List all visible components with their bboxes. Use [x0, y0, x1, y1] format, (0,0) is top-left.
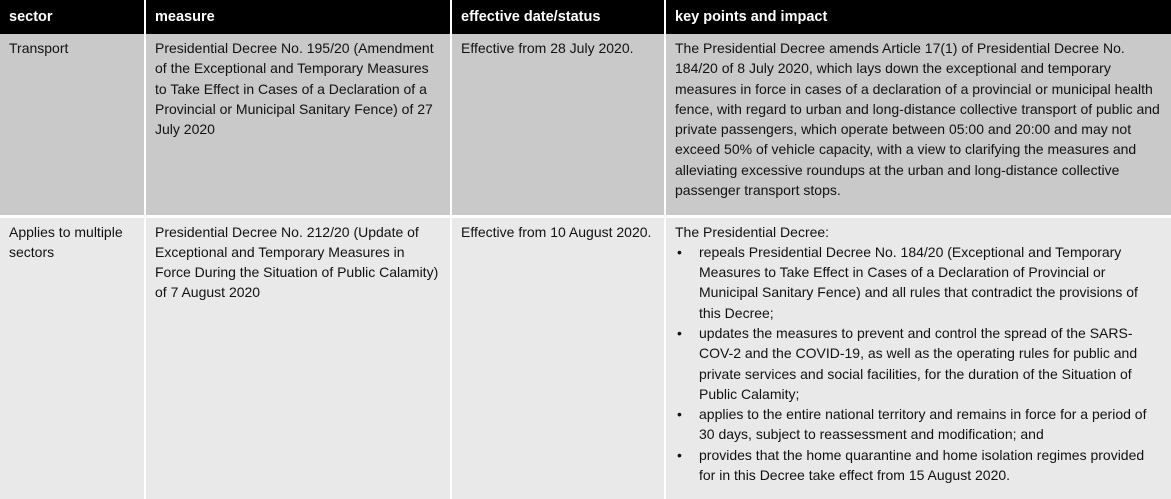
list-item — [675, 445, 1162, 486]
header-measure: measure — [145, 0, 451, 34]
table-row — [0, 34, 1171, 216]
cell-sector: Applies to multiple sectors — [0, 216, 145, 499]
cell-status: Effective from 28 July 2020. — [451, 34, 665, 216]
impact-point-text: provides that the home quarantine and home isolation regimes provided for in this Decree take effect from 15 August 2020. — [699, 446, 1145, 484]
impact-points-list — [675, 242, 1162, 486]
cell-status: Effective from 10 August 2020. — [451, 216, 665, 499]
header-status: effective date/status — [451, 0, 665, 34]
bullet-icon: • — [677, 446, 682, 463]
cell-impact — [665, 216, 1171, 499]
list-item — [675, 323, 1162, 404]
table-row — [0, 216, 1171, 499]
bullet-icon: • — [677, 243, 682, 260]
table-body — [0, 34, 1171, 499]
header-row — [0, 0, 1171, 34]
cell-impact: The Presidential Decree amends Article 17(1) of Presidential Decree No. 184/20 of 8 July 2020, which lays down the exceptional and temporary measures in force in cases of a declaration of a provincial or municipal health fence, with regard to urban and long-distance collective transport of public and private passengers, which operate between 05:00 and 20:00 and may not exceed 50% of vehicle capacity, with a view to clarifying the measures and alleviating excessive roundups at the urban and long-distance collective passenger transport stops. — [665, 34, 1171, 216]
table-header — [0, 0, 1171, 34]
header-sector: sector — [0, 0, 145, 34]
impact-intro: The Presidential Decree: — [675, 223, 830, 240]
impact-point-text: updates the measures to prevent and control the spread of the SARS-COV-2 and the COVID-19, as well as the operating rules for public and private services and social facilities, for the duration of the Situation of Public Calamity; — [699, 324, 1138, 402]
cell-measure: Presidential Decree No. 195/20 (Amendment of the Exceptional and Temporary Measures to Take Effect in Cases of a Declaration of a Provincial or Municipal Sanitary Fence) of 27 July 2020 — [145, 34, 451, 216]
list-item — [675, 404, 1162, 445]
list-item — [675, 242, 1162, 323]
header-impact: key points and impact — [665, 0, 1171, 34]
cell-sector: Transport — [0, 34, 145, 216]
bullet-icon: • — [677, 406, 682, 423]
impact-point-text: repeals Presidential Decree No. 184/20 (Exceptional and Temporary Measures to Take Effect in Cases of a Declaration of Provincial or Municipal Sanitary Fence) and all rules that contradict the provisions of this Decree; — [699, 243, 1138, 321]
bullet-icon: • — [677, 324, 682, 341]
cell-measure: Presidential Decree No. 212/20 (Update of Exceptional and Temporary Measures in Force During the Situation of Public Calamity) of 7 August 2020 — [145, 216, 451, 499]
impact-point-text: applies to the entire national territory and remains in force for a period of 30 days, subject to reassessment and modification; and — [699, 406, 1147, 443]
